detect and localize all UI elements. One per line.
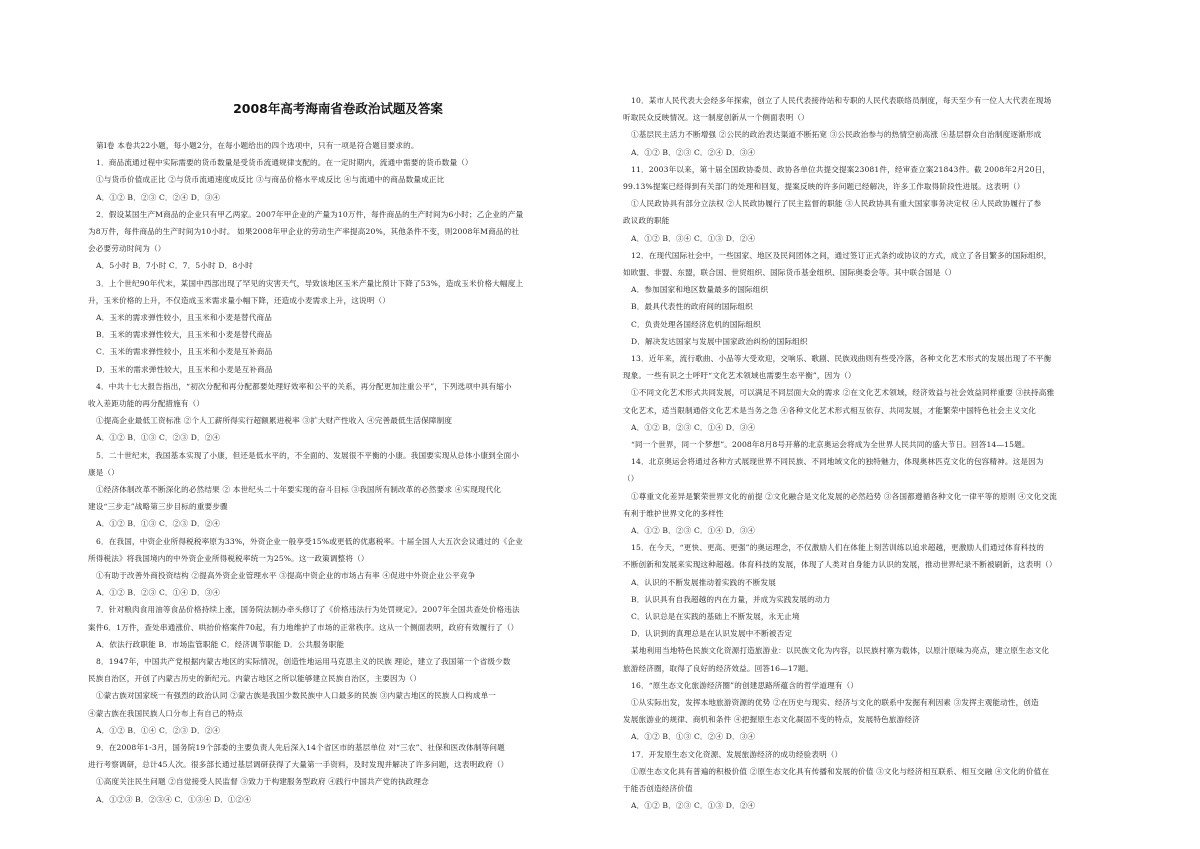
text-line: D．玉米的需求弹性较大，且玉米和小麦是互补商品	[96, 364, 273, 374]
text-line: ①从实际出发，发挥本地旅游资源的优势 ②在历史与现实、经济与文化的联系中发掘有利因素 ③发挥主观能动性，创造	[631, 698, 1039, 707]
text-line: 某地利用当地特色民族文化资源打造旅游业：以民族文化为内容，以民族村寨为载体，以原汁原味为亮点，建立原生态文化	[631, 646, 1050, 656]
text-line: 8．1947年，中国共产党根据内蒙古地区的实际情况，创造性地运用马克思主义的民族 理论，建立了我国第一个省级少数	[96, 657, 511, 666]
text-line: 于能否创造经济价值	[623, 784, 693, 793]
text-line: A．①② B．②③ C．①③ D．②④	[631, 801, 756, 811]
text-line: 5．二十世纪末，我国基本实现了小康，但还是低水平的，不全面的、发展很不平衡的小康。我国要实现从总体小康到全面小	[96, 450, 520, 460]
text-line: A．①② B．②③ C．①④ D．③④	[631, 422, 756, 432]
text-line: “同一个世界，同一个梦想”。2008年8月8号开幕的北京奥运会将成为全世界人民共同的盛大节日。回答14—15题。	[631, 440, 1030, 449]
text-line: A．①② B．③④ C．①③ D．②④	[631, 233, 756, 243]
text-line: 为8万件，每件商品的生产时间为10小时。 如果2008年甲企业的劳动生产率提高20%，其他条件不变，则2008年M商品的社	[88, 227, 520, 236]
text-line: 13．近年来，流行歌曲、小品等大受欢迎，交响乐、歌剧、民族戏曲则有些受冷落，各种文化艺术形式的发展出现了不平衡	[631, 354, 1052, 363]
text-line: 11．2003年以来，第十届全国政协委员、政协各单位共提交提案23081件，经审查立案21843件。截 2008年2月20日，	[631, 164, 1051, 174]
text-line: C．玉米的需求弹性较小，且玉米和小麦是互补商品	[96, 347, 273, 357]
text-line: ①原生态文化具有普遍的积极价值 ②原生态文化具有传播和发展的价值 ③文化与经济相互联系、相互交融 ④文化的价值在	[631, 766, 1050, 776]
text-line: 民族自治区，开创了内蒙古历史的新纪元。内蒙古地区之所以能够建立民族自治区，主要因为（）	[88, 674, 421, 684]
text-line: 6．在我国，中资企业所得税税率原为33%，外资企业一般享受15%或更低的优惠税率。十届全国人大五次会议通过的《企业	[96, 536, 523, 546]
text-line: 15．在今天，“更快、更高、更强”的奥运理念，不仅激励人们在体能上刻苦训练以追求超越，更激励人们通过体育科技的	[631, 543, 1044, 553]
text-line: 4．中共十七大报告指出，“初次分配和再分配都要处理好效率和公平的关系，再分配更加注重公平”，下列选项中具有缩小	[96, 381, 512, 391]
text-line: 12．在现代国际社会中，一些国家、地区及民间团体之间，通过签订正式条约或协议的方式，成立了各目繁多的国际组织，	[631, 250, 1052, 260]
text-line: A．参加国家和地区数量最多的国际组织	[631, 285, 769, 295]
text-line: 收入差距功能的再分配措施有（）	[88, 399, 205, 408]
page-title: 2008年高考海南省卷政治试题及答案	[233, 101, 443, 116]
text-line: ①高度关注民生问题 ②自觉接受人民监督 ③致力于构建服务型政府 ④践行中国共产党的执政理念	[96, 777, 429, 787]
text-line: 1．商品流通过程中实际需要的货币数量是受货币流通规律支配的。在一定时期内，流通中需要的货币数量（）	[96, 158, 473, 168]
text-line: ①不同文化艺术形式共同发展，可以满足不同层面大众的需求 ②在文化艺术领域，经济效益与社会效益同样重要 ③扶持高雅	[631, 388, 1055, 398]
text-line: ①蒙古族对国家统一有强烈的政治认同 ②蒙古族是我国少数民族中人口最多的民族 ③内蒙古地区的民族人口构成单一	[96, 691, 497, 701]
text-line: C．认识总是在实践的基础上不断发展，永无止境	[631, 612, 800, 621]
text-line: A．5小时 B．7小时 C．7．5小时 D．8小时	[96, 261, 253, 271]
text-line: A．玉米的需求弹性较小，且玉米和小麦是替代商品	[96, 313, 272, 322]
text-line: B．玉米的需求弹性较大，且玉米和小麦是替代商品	[96, 330, 273, 340]
text-line: 升，玉米价格的上升，不仅造成玉米需求量小幅下降，还造成小麦需求上升，这说明（）	[88, 295, 391, 305]
text-line: A．依法行政职能 B．市场监管职能 C．经济调节职能 D．公共服务职能	[96, 639, 345, 649]
text-line: ①人民政协具有部分立法权 ②人民政协履行了民主监督的职能 ③人民政协具有重大国家事务决定权 ④人民政协履行了参	[631, 199, 1042, 209]
text-line: 10．某市人民代表大会经多年探索，创立了人民代表接待站和专职的人民代表联络员制度，每天至少有一位人大代表在现场	[631, 96, 1052, 105]
text-line: 14．北京奥运会将通过各种方式展现世界不同民族、不同地域文化的独特魅力，体现奥林匹克文化的包容精神。这是因为	[631, 457, 1044, 467]
text-line: 旅游经济圈，取得了良好的经济效益。回答16—17题。	[623, 663, 814, 673]
text-line: 不断创新和发展来实现这种超越。体育科技的发展，体现了人类对自身能力认识的发展，推动世界纪录不断被刷新，这表明（）	[623, 560, 1057, 570]
text-line: 所得税法》将我国境内的中外资企业所得税税率统一为25%。这一政策调整将（）	[88, 553, 369, 563]
text-line: A．①② B．②③ C．①④ D．③④	[631, 526, 756, 535]
text-line: A．①② B．②③ C．①④ D．③④	[96, 588, 221, 598]
text-line: A．①② B．①③ C．②③ D．②④	[96, 433, 221, 443]
text-line: ①尊重文化差异是繁荣世界文化的前提 ②文化融合是文化发展的必然趋势 ③各国都遵循各种文化一律平等的原则 ④文化交流	[631, 491, 1057, 501]
text-line: A．①②③ B．②③④ C．①③④ D．①②④	[96, 794, 252, 804]
text-line: 16．“原生态文化旅游经济圈”的创建思路所蕴含的哲学道理有（）	[631, 680, 859, 690]
text-line: ④蒙古族在我国民族人口分布上有自己的特点	[88, 708, 243, 718]
text-line: A．①② B．①③ C．②④ D．③④	[631, 732, 756, 742]
text-line: 现象。一些有识之士呼吁“文化艺术领域也需要生态平衡”，因为（）	[623, 371, 856, 381]
text-line: 康是（）	[88, 467, 119, 477]
text-line: 政议政的职能	[623, 216, 670, 226]
text-line: A．①② B．①③ C．②③ D．②④	[96, 519, 221, 529]
text-line: D．解决发达国家与发展中国家政治纠纷的国际组织	[631, 336, 808, 346]
text-line: 发展旅游业的规律、商机和条件 ④把握原生态文化凝固不变的特点，发展特色旅游经济	[623, 715, 920, 725]
text-line: B．最具代表性的政府间的国际组织	[631, 302, 753, 312]
text-line: 进行考察调研，总计45人次。很多部长通过基层调研获得了大量第一手资料，及时发现并解决了许多问题，这表明政府（）	[88, 760, 509, 770]
text-line: 2．假设某国生产M商品的企业只有甲乙两家。2007年甲企业的产量为10万件，每件商品的生产时间为6小时；乙企业的产量	[96, 209, 524, 219]
text-line: ①经济体制改革不断深化的必然结果 ② 本世纪头二十年要实现的奋斗目标 ③我国所有制改革的必然要求 ④实现现代化	[96, 485, 502, 494]
text-line: A．认识的不断发展推动着实践的不断发展	[631, 577, 777, 587]
text-line: C．负责处理各国经济危机的国际组织	[631, 319, 761, 329]
text-line: 如欧盟、非盟、东盟，联合国、世贸组织、国际货币基金组织、国际奥委会等。其中联合国是（）	[623, 268, 956, 277]
text-line: A．①② B．②③ C．②④ D．③④	[96, 192, 221, 202]
text-line: 7．针对粮肉食用油等食品价格持续上涨，国务院法制办牵头修订了《价格违法行为处罚规定》。2007年全国共查处价格违法	[96, 605, 520, 615]
text-line: 17．开发原生态文化资源、发展旅游经济的成功经验表明（）	[631, 749, 843, 759]
text-line: 第Ⅰ卷 本卷共22小题，每小题2分，在每小题给出的四个选项中，只有一项是符合题目要求的。	[96, 141, 419, 150]
text-line: A．①② B．②③ C．②④ D．③④	[631, 147, 756, 157]
text-line: ①基层民主活力不断增强 ②公民的政治表达渠道不断拓宽 ③公民政治参与的热情空前高涨 ④基层群众自治制度逐渐形成	[631, 130, 1042, 140]
text-line: ①提高企业最低工资标准 ②个人工薪所得实行超额累进税率 ③扩大财产性收入 ④完善最低生活保障制度	[96, 416, 453, 426]
text-line: 3．上个世纪90年代末，某国中西部出现了罕见的灾害天气，导致该地区玉米产量比预计下降了53%，造成玉米价格大幅度上	[96, 278, 524, 288]
text-line: 有利于维护世界文化的多样性	[623, 508, 724, 518]
text-line: 会必要劳动时间为（）	[88, 244, 166, 254]
text-line: 听取民众反映情况。这一制度创新从一个侧面表明（）	[623, 113, 809, 123]
text-line: （）	[623, 474, 639, 484]
text-line: 建设“三步走”战略第三步目标的重要步骤	[88, 502, 228, 512]
text-line: 案件6．1万件，查处串通涨价、哄抬价格案件70起，有力地维护了市场的正常秩序。这从一个侧面表明，政府有效履行了（）	[88, 622, 519, 632]
text-line: A．①② B．①④ C．②③ D．②④	[96, 725, 221, 735]
text-line: ①与货币价值成正比 ②与货币流通速度成反比 ③与商品价格水平成反比 ④与流通中的商品数量成正比	[96, 175, 445, 185]
text-line: 文化艺术，适当限制通俗文化艺术是当务之急 ④各种文化艺术形式相互依存、共同发展，才能繁荣中国特色社会主义文化	[623, 405, 1036, 415]
text-line: 9．在2008年1-3月，国务院19个部委的主要负责人先后深入14个省区市的基层单位 对“三农”、社保和医改体制等问题	[96, 743, 505, 752]
text-line: D．认识到的真理总是在认识发展中不断被否定	[631, 629, 793, 639]
text-line: B．认识具有自我超越的内在力量，并成为实践发展的动力	[631, 594, 831, 604]
text-line: ①有助于改善外商投资结构 ②提高外资企业管理水平 ③提高中资企业的市场占有率 ④促进中外资企业公平竞争	[96, 571, 476, 580]
text-line: 99.13%提案已经得到有关部门的处理和回复，提案反映的许多问题已经解决，许多工作取得阶段性进展。这表明（）	[623, 182, 1025, 191]
